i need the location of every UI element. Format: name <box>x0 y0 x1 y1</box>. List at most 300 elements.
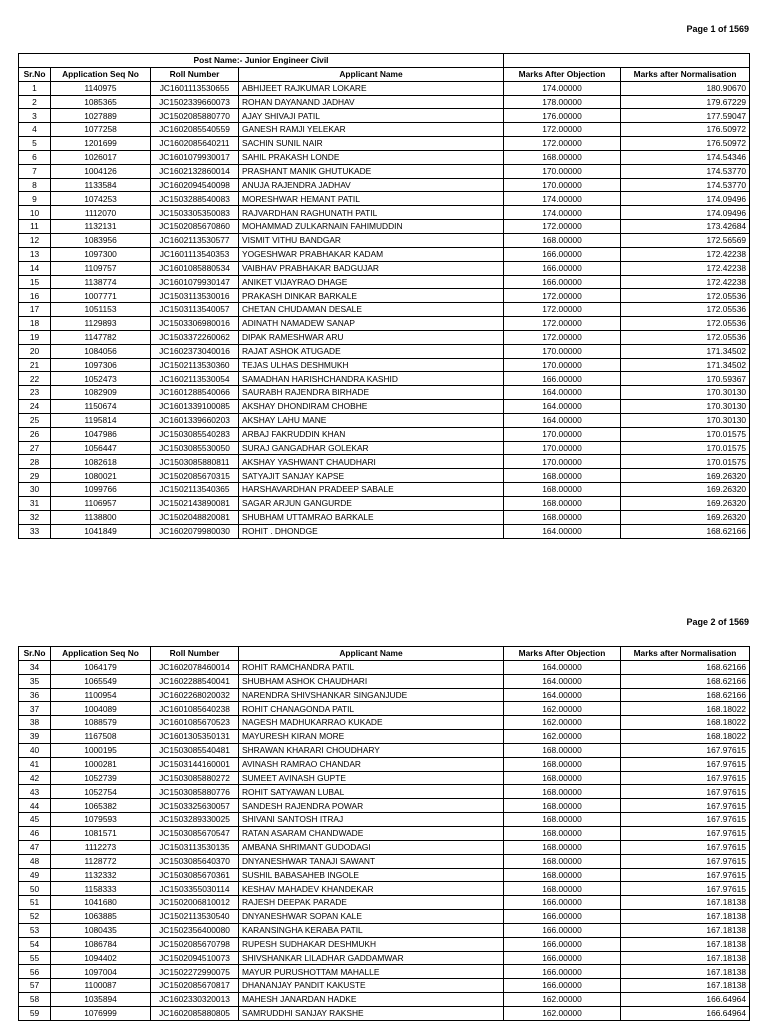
header-marks-after-objection: Marks After Objection <box>504 67 621 81</box>
results-table-page-1 <box>18 53 750 539</box>
applicant-name-cell: VISMIT VITHU BANDGAR <box>239 233 504 247</box>
marks-after-normalisation-cell: 173.42684 <box>621 220 750 234</box>
sr-no-cell: 43 <box>19 785 51 799</box>
sr-no-cell: 27 <box>19 441 51 455</box>
table-row <box>19 150 750 164</box>
sr-no-cell: 3 <box>19 109 51 123</box>
table-row <box>19 896 750 910</box>
sr-no-cell: 8 <box>19 178 51 192</box>
roll-number-cell: JC1502085670798 <box>151 937 239 951</box>
sr-no-cell: 33 <box>19 524 51 538</box>
results-table-page-2 <box>18 646 750 1021</box>
sr-no-cell: 47 <box>19 840 51 854</box>
sr-no-cell: 39 <box>19 730 51 744</box>
roll-number-cell: JC1503085880811 <box>151 455 239 469</box>
application-seq-no-cell: 1065549 <box>51 674 151 688</box>
roll-number-cell: JC1601305350131 <box>151 730 239 744</box>
applicant-name-cell: MAYUR PURUSHOTTAM MAHALLE <box>239 965 504 979</box>
table-row <box>19 192 750 206</box>
application-seq-no-cell: 1082909 <box>51 386 151 400</box>
marks-after-normalisation-cell: 168.62166 <box>621 524 750 538</box>
applicant-name-cell: VAIBHAV PRABHAKAR BADGUJAR <box>239 261 504 275</box>
roll-number-cell: JC1503325630057 <box>151 799 239 813</box>
roll-number-cell: JC1503085880776 <box>151 785 239 799</box>
table-body <box>19 660 750 1020</box>
header-marks-after-objection: Marks After Objection <box>504 647 621 661</box>
marks-after-objection-cell: 166.00000 <box>504 275 621 289</box>
applicant-name-cell: SANDESH RAJENDRA POWAR <box>239 799 504 813</box>
marks-after-normalisation-cell: 172.05536 <box>621 289 750 303</box>
marks-after-objection-cell: 168.00000 <box>504 785 621 799</box>
marks-after-normalisation-cell: 167.97615 <box>621 840 750 854</box>
roll-number-cell: JC1602113530577 <box>151 233 239 247</box>
applicant-name-cell: YOGESHWAR PRABHAKAR KADAM <box>239 247 504 261</box>
application-seq-no-cell: 1079593 <box>51 813 151 827</box>
table-row <box>19 233 750 247</box>
table-row <box>19 868 750 882</box>
application-seq-no-cell: 1100954 <box>51 688 151 702</box>
table-row <box>19 247 750 261</box>
marks-after-objection-cell: 172.00000 <box>504 303 621 317</box>
header-row <box>19 67 750 81</box>
application-seq-no-cell: 1035894 <box>51 993 151 1007</box>
marks-after-normalisation-cell: 172.42238 <box>621 261 750 275</box>
table-row <box>19 813 750 827</box>
marks-after-objection-cell: 166.00000 <box>504 923 621 937</box>
marks-after-normalisation-cell: 172.56569 <box>621 233 750 247</box>
marks-after-objection-cell: 168.00000 <box>504 743 621 757</box>
table-row <box>19 524 750 538</box>
application-seq-no-cell: 1052473 <box>51 372 151 386</box>
table-row <box>19 344 750 358</box>
roll-number-cell: JC1503113530135 <box>151 840 239 854</box>
application-seq-no-cell: 1100087 <box>51 979 151 993</box>
roll-number-cell: JC1502356400080 <box>151 923 239 937</box>
marks-after-normalisation-cell: 167.97615 <box>621 743 750 757</box>
roll-number-cell: JC1503085640370 <box>151 854 239 868</box>
marks-after-objection-cell: 168.00000 <box>504 497 621 511</box>
applicant-name-cell: ROHAN DAYANAND JADHAV <box>239 95 504 109</box>
application-seq-no-cell: 1158333 <box>51 882 151 896</box>
marks-after-objection-cell: 164.00000 <box>504 688 621 702</box>
table-row <box>19 441 750 455</box>
application-seq-no-cell: 1007771 <box>51 289 151 303</box>
sr-no-cell: 45 <box>19 813 51 827</box>
applicant-name-cell: DNYANESHWAR TANAJI SAWANT <box>239 854 504 868</box>
marks-after-objection-cell: 162.00000 <box>504 716 621 730</box>
table-row <box>19 261 750 275</box>
application-seq-no-cell: 1076999 <box>51 1006 151 1020</box>
marks-after-normalisation-cell: 168.18022 <box>621 716 750 730</box>
marks-after-normalisation-cell: 167.97615 <box>621 826 750 840</box>
marks-after-normalisation-cell: 167.97615 <box>621 771 750 785</box>
marks-after-normalisation-cell: 167.97615 <box>621 757 750 771</box>
roll-number-cell: JC1503085540481 <box>151 743 239 757</box>
application-seq-no-cell: 1065382 <box>51 799 151 813</box>
table-row <box>19 109 750 123</box>
application-seq-no-cell: 1084056 <box>51 344 151 358</box>
applicant-name-cell: NARENDRA SHIVSHANKAR SINGANJUDE <box>239 688 504 702</box>
header-applicant-name: Applicant Name <box>239 647 504 661</box>
marks-after-normalisation-cell: 170.30130 <box>621 386 750 400</box>
marks-after-normalisation-cell: 172.05536 <box>621 330 750 344</box>
table-row <box>19 289 750 303</box>
application-seq-no-cell: 1052754 <box>51 785 151 799</box>
header-marks-after-normalisation: Marks after Normalisation <box>621 647 750 661</box>
marks-after-normalisation-cell: 168.62166 <box>621 688 750 702</box>
marks-after-normalisation-cell: 168.18022 <box>621 702 750 716</box>
roll-number-cell: JC1503305350083 <box>151 206 239 220</box>
marks-after-objection-cell: 162.00000 <box>504 993 621 1007</box>
table-row <box>19 826 750 840</box>
marks-after-normalisation-cell: 167.97615 <box>621 854 750 868</box>
roll-number-cell: JC1602268020032 <box>151 688 239 702</box>
table-row <box>19 178 750 192</box>
application-seq-no-cell: 1088579 <box>51 716 151 730</box>
post-name-row <box>19 54 750 68</box>
applicant-name-cell: RUPESH SUDHAKAR DESHMUKH <box>239 937 504 951</box>
marks-after-objection-cell: 164.00000 <box>504 413 621 427</box>
roll-number-cell: JC1602330320013 <box>151 993 239 1007</box>
marks-after-objection-cell: 168.00000 <box>504 150 621 164</box>
table-row <box>19 730 750 744</box>
table-row <box>19 330 750 344</box>
roll-number-cell: JC1502143890081 <box>151 497 239 511</box>
table-row <box>19 688 750 702</box>
marks-after-normalisation-cell: 169.26320 <box>621 497 750 511</box>
table-row <box>19 386 750 400</box>
table-body <box>19 81 750 538</box>
roll-number-cell: JC1503289330025 <box>151 813 239 827</box>
marks-after-normalisation-cell: 170.01575 <box>621 427 750 441</box>
sr-no-cell: 7 <box>19 164 51 178</box>
table-row <box>19 951 750 965</box>
marks-after-objection-cell: 168.00000 <box>504 757 621 771</box>
roll-number-cell: JC1502339660073 <box>151 95 239 109</box>
marks-after-normalisation-cell: 168.62166 <box>621 674 750 688</box>
application-seq-no-cell: 1138800 <box>51 510 151 524</box>
marks-after-normalisation-cell: 172.05536 <box>621 317 750 331</box>
application-seq-no-cell: 1077258 <box>51 123 151 137</box>
table-row <box>19 206 750 220</box>
marks-after-normalisation-cell: 170.30130 <box>621 413 750 427</box>
marks-after-normalisation-cell: 176.50972 <box>621 137 750 151</box>
sr-no-cell: 6 <box>19 150 51 164</box>
sr-no-cell: 59 <box>19 1006 51 1020</box>
sr-no-cell: 4 <box>19 123 51 137</box>
marks-after-objection-cell: 166.00000 <box>504 937 621 951</box>
applicant-name-cell: ROHIT SATYAWAN LUBAL <box>239 785 504 799</box>
applicant-name-cell: SURAJ GANGADHAR GOLEKAR <box>239 441 504 455</box>
table-row <box>19 303 750 317</box>
roll-number-cell: JC1601085640238 <box>151 702 239 716</box>
table-row <box>19 743 750 757</box>
table-row <box>19 1006 750 1020</box>
marks-after-objection-cell: 172.00000 <box>504 137 621 151</box>
header-row <box>19 647 750 661</box>
marks-after-objection-cell: 166.00000 <box>504 910 621 924</box>
application-seq-no-cell: 1112273 <box>51 840 151 854</box>
roll-number-cell: JC1601339100085 <box>151 400 239 414</box>
sr-no-cell: 58 <box>19 993 51 1007</box>
table-row <box>19 882 750 896</box>
roll-number-cell: JC1601085880534 <box>151 261 239 275</box>
application-seq-no-cell: 1063885 <box>51 910 151 924</box>
applicant-name-cell: PRAKASH DINKAR BARKALE <box>239 289 504 303</box>
table-row <box>19 660 750 674</box>
table-row <box>19 937 750 951</box>
roll-number-cell: JC1502094510073 <box>151 951 239 965</box>
marks-after-normalisation-cell: 169.26320 <box>621 469 750 483</box>
roll-number-cell: JC1502006810012 <box>151 896 239 910</box>
roll-number-cell: JC1503144160001 <box>151 757 239 771</box>
marks-after-normalisation-cell: 177.59047 <box>621 109 750 123</box>
roll-number-cell: JC1602132860014 <box>151 164 239 178</box>
marks-after-objection-cell: 166.00000 <box>504 372 621 386</box>
marks-after-objection-cell: 164.00000 <box>504 660 621 674</box>
marks-after-objection-cell: 164.00000 <box>504 524 621 538</box>
sr-no-cell: 55 <box>19 951 51 965</box>
application-seq-no-cell: 1082618 <box>51 455 151 469</box>
application-seq-no-cell: 1132131 <box>51 220 151 234</box>
applicant-name-cell: SATYAJIT SANJAY KAPSE <box>239 469 504 483</box>
marks-after-normalisation-cell: 179.67229 <box>621 95 750 109</box>
sr-no-cell: 14 <box>19 261 51 275</box>
marks-after-objection-cell: 170.00000 <box>504 164 621 178</box>
table-row <box>19 674 750 688</box>
application-seq-no-cell: 1195814 <box>51 413 151 427</box>
table-row <box>19 469 750 483</box>
roll-number-cell: JC1602079980030 <box>151 524 239 538</box>
application-seq-no-cell: 1085365 <box>51 95 151 109</box>
marks-after-normalisation-cell: 167.18138 <box>621 910 750 924</box>
sr-no-cell: 41 <box>19 757 51 771</box>
application-seq-no-cell: 1027889 <box>51 109 151 123</box>
table-row <box>19 716 750 730</box>
marks-after-normalisation-cell: 167.97615 <box>621 868 750 882</box>
table-row <box>19 483 750 497</box>
application-seq-no-cell: 1083956 <box>51 233 151 247</box>
roll-number-cell: JC1602085640211 <box>151 137 239 151</box>
table-row <box>19 164 750 178</box>
applicant-name-cell: SACHIN SUNIL NAIR <box>239 137 504 151</box>
marks-after-objection-cell: 168.00000 <box>504 233 621 247</box>
roll-number-cell: JC1601288540066 <box>151 386 239 400</box>
marks-after-normalisation-cell: 174.09496 <box>621 192 750 206</box>
marks-after-objection-cell: 164.00000 <box>504 386 621 400</box>
sr-no-cell: 53 <box>19 923 51 937</box>
sr-no-cell: 26 <box>19 427 51 441</box>
table-row <box>19 757 750 771</box>
table-row <box>19 427 750 441</box>
marks-after-normalisation-cell: 170.01575 <box>621 441 750 455</box>
applicant-name-cell: DHANANJAY PANDIT KAKUSTE <box>239 979 504 993</box>
roll-number-cell: JC1602094540098 <box>151 178 239 192</box>
applicant-name-cell: AMBANA SHRIMANT GUDODAGI <box>239 840 504 854</box>
header-sr-no: Sr.No <box>19 67 51 81</box>
marks-after-objection-cell: 164.00000 <box>504 400 621 414</box>
marks-after-normalisation-cell: 171.34502 <box>621 344 750 358</box>
marks-after-objection-cell: 168.00000 <box>504 813 621 827</box>
sr-no-cell: 54 <box>19 937 51 951</box>
marks-after-objection-cell: 174.00000 <box>504 192 621 206</box>
table-row <box>19 840 750 854</box>
post-name: Post Name:- Junior Engineer Civil <box>19 54 504 68</box>
applicant-name-cell: DNYANESHWAR SOPAN KALE <box>239 910 504 924</box>
applicant-name-cell: KARANSINGHA KERABA PATIL <box>239 923 504 937</box>
application-seq-no-cell: 1026017 <box>51 150 151 164</box>
marks-after-objection-cell: 168.00000 <box>504 799 621 813</box>
marks-after-objection-cell: 168.00000 <box>504 483 621 497</box>
sr-no-cell: 2 <box>19 95 51 109</box>
applicant-name-cell: GANESH RAMJI YELEKAR <box>239 123 504 137</box>
table-row <box>19 785 750 799</box>
sr-no-cell: 5 <box>19 137 51 151</box>
sr-no-cell: 57 <box>19 979 51 993</box>
sr-no-cell: 23 <box>19 386 51 400</box>
roll-number-cell: JC1503306980016 <box>151 317 239 331</box>
marks-after-normalisation-cell: 170.59367 <box>621 372 750 386</box>
header-sr-no: Sr.No <box>19 647 51 661</box>
application-seq-no-cell: 1051153 <box>51 303 151 317</box>
applicant-name-cell: NAGESH MADHUKARRAO KUKADE <box>239 716 504 730</box>
table-row <box>19 702 750 716</box>
marks-after-objection-cell: 166.00000 <box>504 896 621 910</box>
header-applicant-name: Applicant Name <box>239 67 504 81</box>
marks-after-objection-cell: 172.00000 <box>504 289 621 303</box>
application-seq-no-cell: 1064179 <box>51 660 151 674</box>
roll-number-cell: JC1602085880805 <box>151 1006 239 1020</box>
applicant-name-cell: KESHAV MAHADEV KHANDEKAR <box>239 882 504 896</box>
application-seq-no-cell: 1094402 <box>51 951 151 965</box>
marks-after-normalisation-cell: 168.18022 <box>621 730 750 744</box>
marks-after-normalisation-cell: 167.97615 <box>621 785 750 799</box>
roll-number-cell: JC1502085670860 <box>151 220 239 234</box>
applicant-name-cell: SHIVANI SANTOSH ITRAJ <box>239 813 504 827</box>
application-seq-no-cell: 1109757 <box>51 261 151 275</box>
application-seq-no-cell: 1112070 <box>51 206 151 220</box>
roll-number-cell: JC1602288540041 <box>151 674 239 688</box>
roll-number-cell: JC1503085670547 <box>151 826 239 840</box>
roll-number-cell: JC1502085670315 <box>151 469 239 483</box>
sr-no-cell: 36 <box>19 688 51 702</box>
table-row <box>19 220 750 234</box>
applicant-name-cell: DIPAK RAMESHWAR ARU <box>239 330 504 344</box>
table-row <box>19 95 750 109</box>
marks-after-normalisation-cell: 171.34502 <box>621 358 750 372</box>
marks-after-objection-cell: 174.00000 <box>504 206 621 220</box>
sr-no-cell: 19 <box>19 330 51 344</box>
applicant-name-cell: AKSHAY DHONDIRAM CHOBHE <box>239 400 504 414</box>
applicant-name-cell: ARBAJ FAKRUDDIN KHAN <box>239 427 504 441</box>
table-row <box>19 993 750 1007</box>
marks-after-normalisation-cell: 174.09496 <box>621 206 750 220</box>
application-seq-no-cell: 1000195 <box>51 743 151 757</box>
sr-no-cell: 22 <box>19 372 51 386</box>
applicant-name-cell: SUMEET AVINASH GUPTE <box>239 771 504 785</box>
sr-no-cell: 11 <box>19 220 51 234</box>
marks-after-objection-cell: 172.00000 <box>504 330 621 344</box>
roll-number-cell: JC1502113540365 <box>151 483 239 497</box>
applicant-name-cell: SAURABH RAJENDRA BIRHADE <box>239 386 504 400</box>
applicant-name-cell: ANUJA RAJENDRA JADHAV <box>239 178 504 192</box>
marks-after-normalisation-cell: 167.18138 <box>621 896 750 910</box>
table-row <box>19 455 750 469</box>
applicant-name-cell: ROHIT . DHONDGE <box>239 524 504 538</box>
sr-no-cell: 31 <box>19 497 51 511</box>
marks-after-normalisation-cell: 172.42238 <box>621 247 750 261</box>
marks-after-objection-cell: 168.00000 <box>504 469 621 483</box>
page-label-1: Page 1 of 1569 <box>686 24 749 34</box>
header-roll-number: Roll Number <box>151 67 239 81</box>
applicant-name-cell: SAHIL PRAKASH LONDE <box>239 150 504 164</box>
roll-number-cell: JC1502048820081 <box>151 510 239 524</box>
application-seq-no-cell: 1138774 <box>51 275 151 289</box>
sr-no-cell: 52 <box>19 910 51 924</box>
marks-after-normalisation-cell: 167.18138 <box>621 979 750 993</box>
marks-after-normalisation-cell: 176.50972 <box>621 123 750 137</box>
sr-no-cell: 29 <box>19 469 51 483</box>
application-seq-no-cell: 1074253 <box>51 192 151 206</box>
applicant-name-cell: SAMADHAN HARISHCHANDRA KASHID <box>239 372 504 386</box>
table-row <box>19 275 750 289</box>
application-seq-no-cell: 1167508 <box>51 730 151 744</box>
application-seq-no-cell: 1041680 <box>51 896 151 910</box>
roll-number-cell: JC1503372260062 <box>151 330 239 344</box>
applicant-name-cell: MAHESH JANARDAN HADKE <box>239 993 504 1007</box>
applicant-name-cell: ROHIT CHANAGONDA PATIL <box>239 702 504 716</box>
application-seq-no-cell: 1201699 <box>51 137 151 151</box>
table-row <box>19 923 750 937</box>
applicant-name-cell: RAJVARDHAN RAGHUNATH PATIL <box>239 206 504 220</box>
post-name-spacer <box>504 54 750 68</box>
marks-after-objection-cell: 168.00000 <box>504 826 621 840</box>
table-row <box>19 358 750 372</box>
marks-after-normalisation-cell: 170.30130 <box>621 400 750 414</box>
application-seq-no-cell: 1128772 <box>51 854 151 868</box>
sr-no-cell: 32 <box>19 510 51 524</box>
applicant-name-cell: MORESHWAR HEMANT PATIL <box>239 192 504 206</box>
roll-number-cell: JC1502272990075 <box>151 965 239 979</box>
application-seq-no-cell: 1080021 <box>51 469 151 483</box>
table-row <box>19 497 750 511</box>
applicant-name-cell: SUSHIL BABASAHEB INGOLE <box>239 868 504 882</box>
sr-no-cell: 50 <box>19 882 51 896</box>
header-marks-after-normalisation: Marks after Normalisation <box>621 67 750 81</box>
header-application-seq-no: Application Seq No <box>51 647 151 661</box>
roll-number-cell: JC1502085880770 <box>151 109 239 123</box>
sr-no-cell: 48 <box>19 854 51 868</box>
marks-after-objection-cell: 176.00000 <box>504 109 621 123</box>
sr-no-cell: 51 <box>19 896 51 910</box>
table-row <box>19 965 750 979</box>
table-row <box>19 123 750 137</box>
application-seq-no-cell: 1004089 <box>51 702 151 716</box>
roll-number-cell: JC1602078460014 <box>151 660 239 674</box>
page-label-2: Page 2 of 1569 <box>686 617 749 627</box>
marks-after-normalisation-cell: 169.26320 <box>621 510 750 524</box>
sr-no-cell: 15 <box>19 275 51 289</box>
marks-after-objection-cell: 166.00000 <box>504 951 621 965</box>
header-application-seq-no: Application Seq No <box>51 67 151 81</box>
sr-no-cell: 10 <box>19 206 51 220</box>
application-seq-no-cell: 1150674 <box>51 400 151 414</box>
marks-after-normalisation-cell: 174.54346 <box>621 150 750 164</box>
marks-after-normalisation-cell: 167.97615 <box>621 882 750 896</box>
sr-no-cell: 46 <box>19 826 51 840</box>
marks-after-objection-cell: 172.00000 <box>504 123 621 137</box>
applicant-name-cell: SHUBHAM UTTAMRAO BARKALE <box>239 510 504 524</box>
